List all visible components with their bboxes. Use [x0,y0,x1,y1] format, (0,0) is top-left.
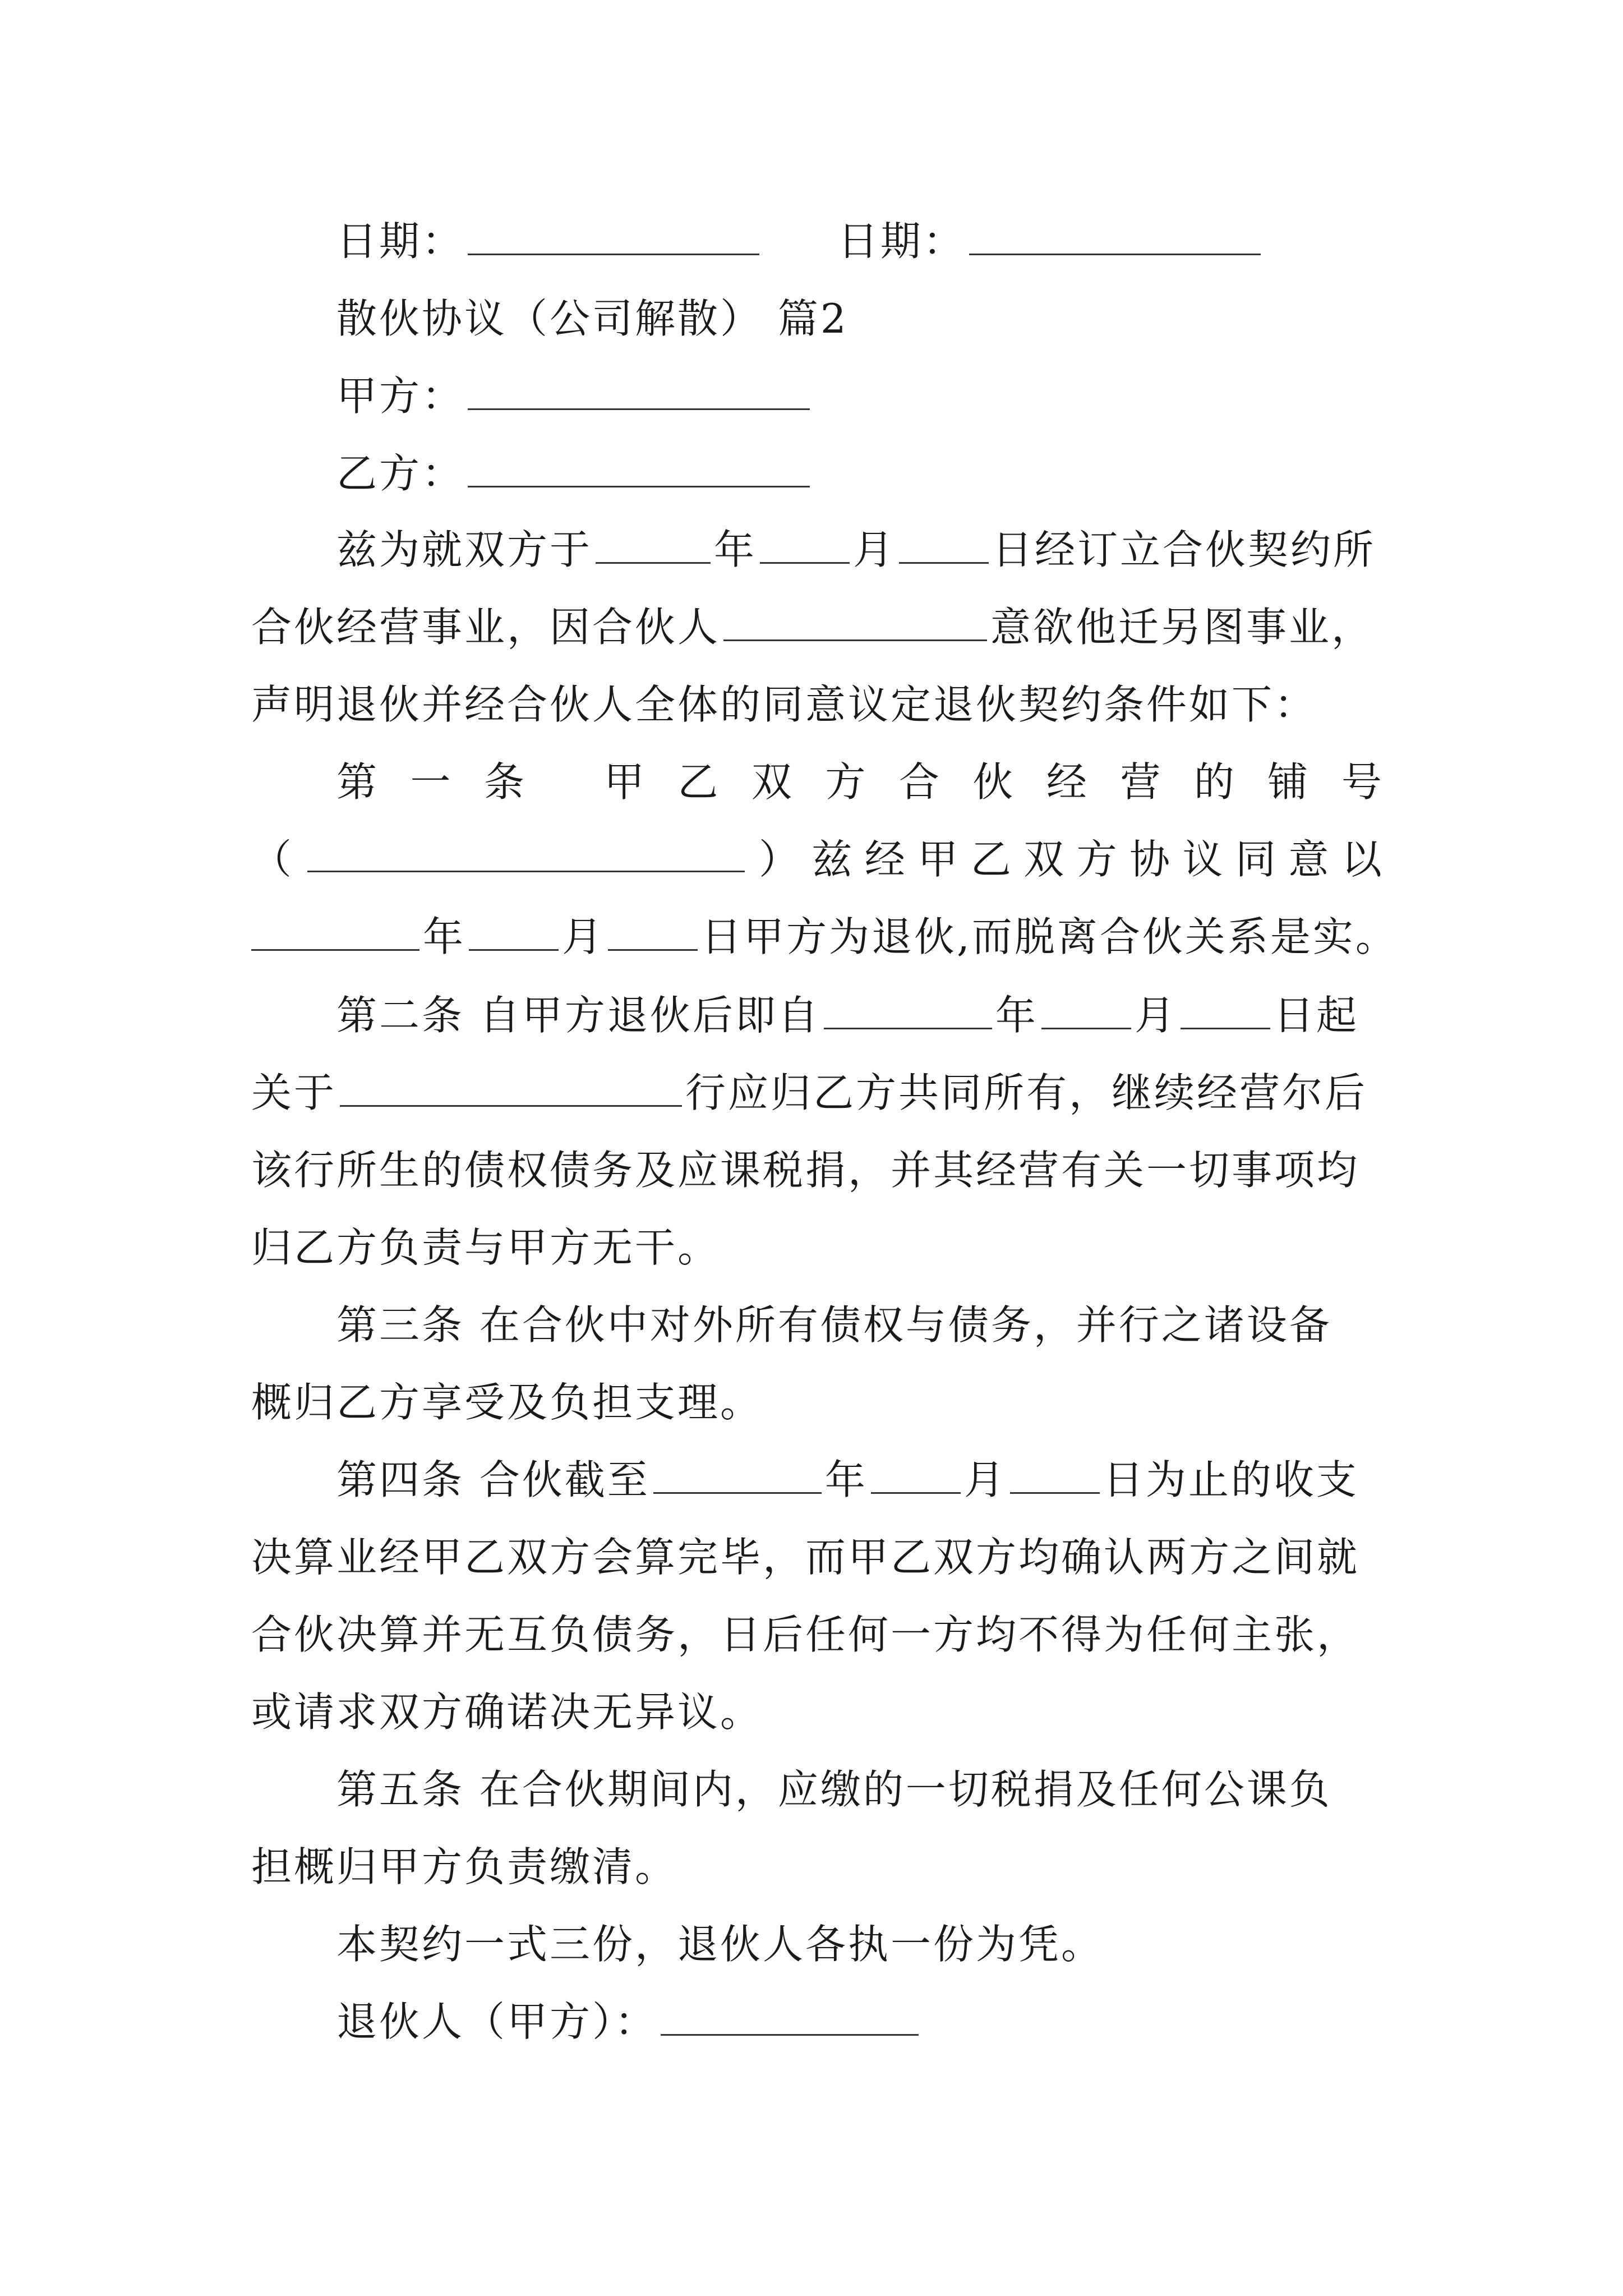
article-1-char: 的 [1193,758,1237,806]
article-1-char: 协 [1129,836,1173,883]
article-1-char: 兹 [811,836,855,883]
date-blank-1 [468,214,759,255]
intro-partner-blank [723,600,987,641]
article-2-text-4: 归乙方负责与甲方无干。 [251,1224,721,1271]
intro-line-2 [251,599,1384,655]
signer-blank [661,1995,919,2036]
article-1-char: 伙 [972,758,1016,806]
article-2-line-3 [251,1142,1384,1198]
article-2-year-label: 年 [995,992,1038,1039]
signer-line [251,1994,1469,2050]
article-2-line-1 [251,987,1469,1043]
article-4-day-blank [1010,1453,1100,1494]
party-b-line [251,445,1469,501]
article-2-month-label: 月 [1134,992,1177,1039]
intro-text-3: 合伙经营事业，因合伙人 [251,604,721,651]
intro-text-2: 日经订立合伙契约所 [992,526,1376,573]
article-1-text-rest: 日甲方为退伙,而脱离合伙关系是实。 [701,913,1398,960]
intro-line-1 [251,522,1469,578]
article-2-year-blank [824,988,992,1029]
article-1-char: 甲 [917,836,961,883]
article-1-char: 第 [336,758,380,806]
article-1-char: 铺 [1267,758,1311,806]
article-4-line-2 [251,1529,1384,1585]
article-1-line-1 [336,754,1384,810]
intro-day-blank [899,523,989,564]
article-4-year-label: 年 [824,1456,868,1503]
party-b-label: 乙方： [336,450,465,497]
article-3-text-2: 概归乙方享受及负担支理。 [251,1379,763,1426]
title-text: 散伙协议（公司解散） 篇2 [336,295,849,342]
article-4-text-2: 决算业经甲乙双方会算完毕，而甲乙双方均确认两方之间就 [251,1534,1360,1581]
article-2-day-label: 日起 [1273,992,1359,1039]
article-1-day-blank [608,910,698,951]
article-1-line-3 [251,909,1398,965]
article-4-start: 第四条 合伙截至 [336,1456,650,1503]
article-4-month-blank [871,1453,961,1494]
article-2-month-blank [1041,988,1131,1029]
article-4-text-4: 或请求双方确诺决无异议。 [251,1688,763,1736]
article-2-text-about: 关于 [251,1069,337,1116]
intro-month-label: 月 [853,526,896,573]
article-1-char: 条 [484,758,527,806]
article-2-text-2: 行应归乙方共同所有，继续经营尔后 [685,1069,1368,1116]
article-1-char: 方 [825,758,868,806]
article-1-char [558,754,573,810]
article-2-start: 第二条 自甲方退伙后即自 [336,992,820,1039]
article-2-text-3: 该行所生的债权债务及应课税捐，并其经营有关一切事项均 [251,1147,1360,1194]
article-3-line-1 [251,1297,1469,1353]
article-1-char: 意 [1288,836,1331,883]
article-3-line-2 [251,1374,1384,1430]
copies-line [251,1916,1469,1972]
article-1-char: 号 [1341,758,1384,806]
article-1-char: 经 [1046,758,1089,806]
signer-label: 退伙人（甲方）： [336,1998,658,2045]
article-1-char: 同 [1235,836,1278,883]
article-1-char: 合 [898,758,942,806]
date-line [251,213,1469,269]
date-label-1: 日期： [336,218,465,265]
article-1-char: 双 [751,758,794,806]
article-2-line-4 [251,1220,1384,1276]
article-1-char: 议 [1182,836,1225,883]
article-1-char: 双 [1023,836,1067,883]
article-1-char: 一 [410,758,453,806]
party-a-line [251,368,1469,424]
intro-text-5: 声明退伙并经合伙人全体的同意议定退伙契约条件如下： [251,681,1317,728]
intro-year-blank [596,523,711,564]
article-1-year-blank [251,910,419,951]
date-label-2: 日期： [837,218,966,265]
article-1-year-label: 年 [423,913,466,960]
party-b-blank [468,447,810,487]
article-1-char: 经 [864,836,907,883]
article-4-line-4 [251,1684,1384,1740]
party-a-blank [468,369,810,410]
intro-year-label: 年 [714,526,757,573]
article-4-line-3 [251,1607,1384,1663]
article-1-char: 乙 [970,836,1013,883]
intro-line-3 [251,677,1384,733]
article-1-close-paren: ） [758,836,801,883]
article-1-shop-name-blank [307,831,745,872]
intro-text-1: 兹为就双方于 [336,526,593,573]
article-4-line-1 [251,1452,1469,1508]
article-5-line-1 [251,1761,1469,1818]
date-blank-2 [969,214,1261,255]
article-4-year-blank [653,1453,822,1494]
article-1-line-2 [251,831,1384,887]
article-4-month-label: 月 [963,1456,1007,1503]
article-1-char: 营 [1120,758,1163,806]
document-title [251,291,1469,347]
article-1-open-paren: （ [251,836,294,883]
article-1-month-blank [469,910,559,951]
article-2-line-2 [251,1065,1384,1121]
article-1-char: 以 [1341,836,1384,883]
article-2-day-blank [1181,988,1270,1029]
article-5-text-1: 第五条 在合伙期间内，应缴的一切税捐及任何公课负 [336,1766,1332,1813]
intro-month-blank [760,523,850,564]
article-3-text-1: 第三条 在合伙中对外所有债权与债务，并行之诸设备 [336,1301,1332,1349]
article-5-text-2: 担概归甲方负责缴清。 [251,1843,678,1890]
article-2-shop-blank [340,1066,682,1107]
article-1-char: 甲 [603,758,647,806]
article-1-char: 方 [1076,836,1119,883]
intro-text-4: 意欲他迁另图事业， [990,604,1375,651]
article-1-month-label: 月 [562,913,605,960]
article-4-text-rest: 日为止的收支 [1103,1456,1359,1503]
article-5-line-2 [251,1839,1384,1895]
article-4-text-3: 合伙决算并无互负债务，日后任何一方均不得为任何主张， [251,1611,1360,1658]
party-a-label: 甲方： [336,372,465,420]
article-1-char: 乙 [677,758,721,806]
copies-text: 本契约一式三份，退伙人各执一份为凭。 [336,1921,1104,1968]
